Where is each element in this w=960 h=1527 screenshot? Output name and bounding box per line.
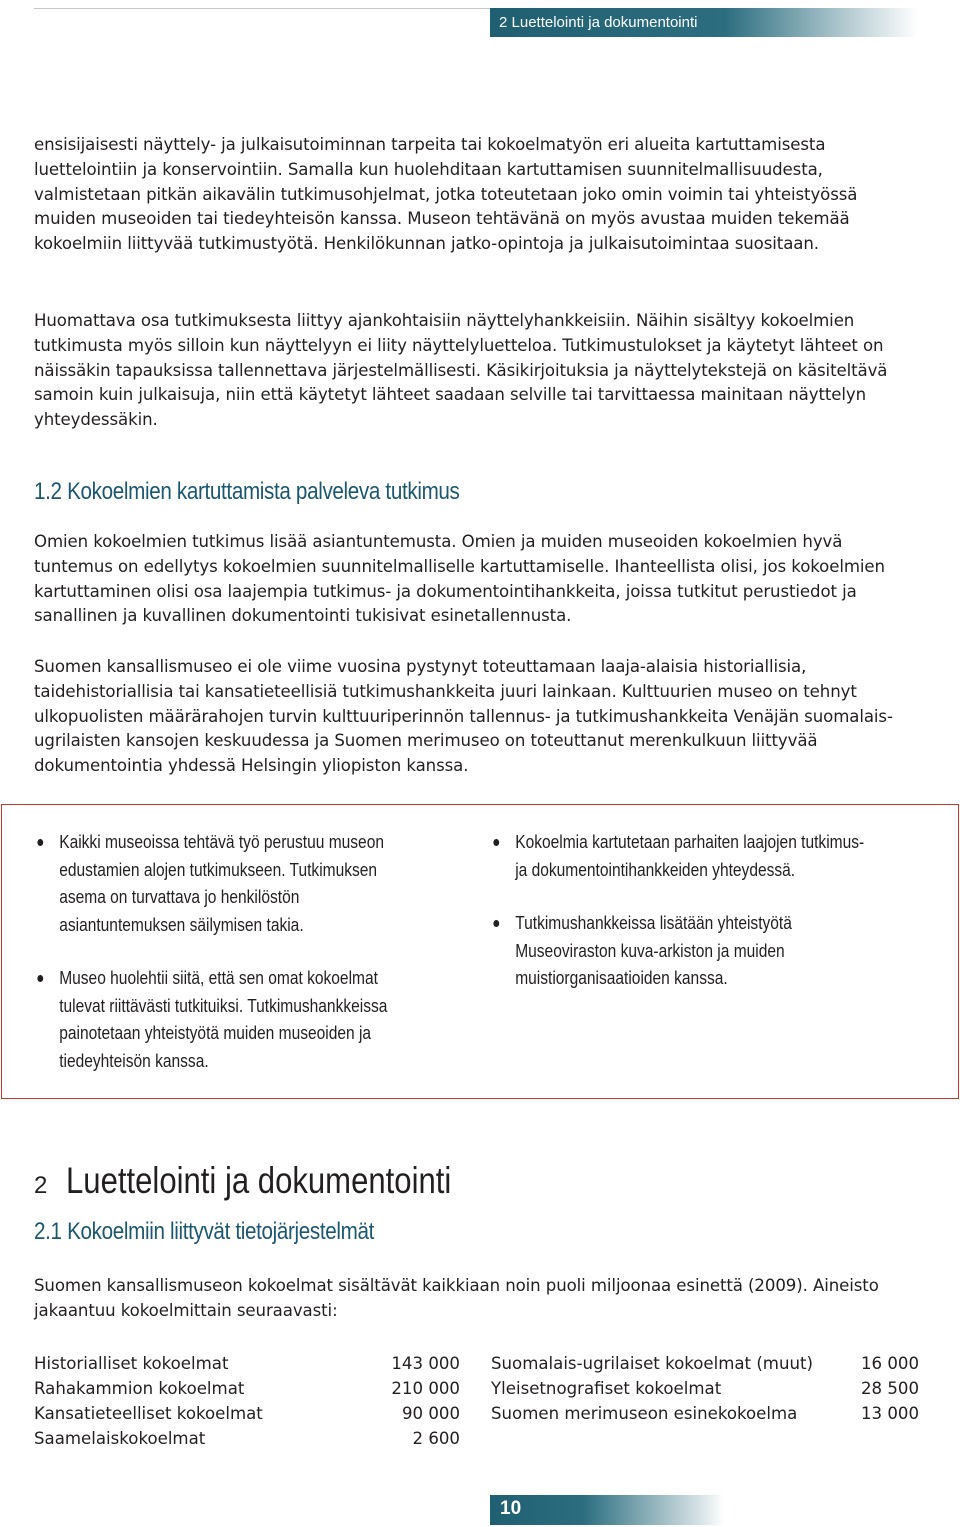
list-item: Tutkimushankkeissa lisätään yhteistyötä Museoviraston kuva-arkiston ja muiden muistiorganisaatioiden kanssa. [490, 909, 870, 992]
collection-name: Rahakammion kokoelmat [34, 1379, 245, 1398]
table-row [491, 1376, 919, 1401]
paragraph-own-collections: Omien kokoelmien tutkimus lisää asiantuntemusta. Omien ja muiden museoiden kokoelmien hyvä tuntemus on edellytys kokoelmien suunnitelmalliselle kartuttamiselle. Ihanteellista olisi, jos kokoelmien kartuttaminen olisi osa laajempia tutkimus- ja dokumentointihankkeita, joissa tutkitut perustiedot ja sanallinen ja kuvallinen dokumentointi tukisivat esinetallennusta. [34, 532, 885, 626]
bullet-icon [493, 839, 499, 846]
collection-count: 28 500 [860, 1379, 919, 1398]
collection-count: 16 000 [860, 1354, 919, 1373]
list-item: Kokoelmia kartutetaan parhaiten laajojen tutkimus- ja dokumentointihankkeiden yhteydessä. [490, 828, 870, 883]
collection-count: 13 000 [860, 1404, 919, 1423]
collection-name: Kansatieteelliset kokoelmat [34, 1404, 263, 1423]
collection-count: 210 000 [391, 1379, 460, 1398]
collection-count: 2 600 [412, 1429, 460, 1448]
page-number: 10 [500, 1498, 522, 1519]
section-title: Kokoelmien kartuttamista palveleva tutkimus [67, 478, 460, 505]
collections-table-right [491, 1351, 919, 1426]
chapter-number: 2 [34, 1172, 48, 1199]
bullet-icon [37, 975, 43, 982]
guidelines-left-list [34, 828, 464, 1100]
chapter-heading [34, 1160, 525, 1202]
collection-count: 90 000 [401, 1404, 460, 1423]
collections-table-left [34, 1351, 460, 1451]
table-row [491, 1401, 919, 1426]
collection-name: Suomalais-ugrilaiset kokoelmat (muut) [491, 1354, 813, 1373]
collection-name: Saamelaiskokoelmat [34, 1429, 206, 1448]
paragraph-national-museum: Suomen kansallismuseo ei ole viime vuosina pystynyt toteuttamaan laaja-alaisia historiallisia, taidehistoriallisia tai kansatieteellisiä tutkimushankkeita juuri lainkaan. Kulttuurien museo on tehnyt ulkopuolisten määrärahojen turvin kulttuuriperinnön tallennus- ja tutkimushankkeita Venäjän suomalais-ugrilaisten kansojen keskuudessa ja Suomen merimuseo on toteuttanut merenkulkuun liittyvää dokumentointia yhdessä Helsingin yliopiston kanssa. [34, 657, 893, 776]
bullet-icon [37, 839, 43, 846]
paragraph-exhibition-research: Huomattava osa tutkimuksesta liittyy ajankohtaisiin näyttelyhankkeisiin. Näihin sisältyy kokoelmien tutkimusta myös silloin kun näyttelyyn ei liity näyttelyluetteloa. Tutkimustulokset ja käytetyt lähteet on näissäkin tapauksissa tallennettava järjestelmällisesti. Käsikirjoituksia ja näyttelytekstejä on käsiteltävä samoin kuin julkaisuja, niin että käytetyt lähteet saadaan selville tai tarvittaessa mainitaan näyttelyn yhteydessäkin. [34, 311, 888, 430]
section-heading-1-2 [34, 478, 460, 506]
page-number-tab [490, 1495, 724, 1525]
paragraph-collections-intro: Suomen kansallismuseon kokoelmat sisältävät kaikkiaan noin puoli miljoonaa esinettä (2009). Aineisto jakaantuu kokoelmittain seuraavasti: [34, 1276, 879, 1320]
collection-name: Yleisetnografiset kokoelmat [491, 1379, 722, 1398]
table-row [491, 1351, 919, 1376]
section-number: 2.1 [34, 1218, 62, 1245]
bullet-icon [493, 920, 499, 927]
section-title: Kokoelmiin liittyvät tietojärjestelmät [67, 1218, 375, 1245]
collection-count: 143 000 [391, 1354, 460, 1373]
table-row [34, 1426, 460, 1451]
table-row [34, 1376, 460, 1401]
list-item: Kaikki museoissa tehtävä työ perustuu museon edustamien alojen tutkimukseen. Tutkimuksen asema on turvattava jo henkilöstön asiantuntemuksen säilymisen takia. [34, 828, 395, 938]
section-number: 1.2 [34, 478, 62, 505]
paragraph-research-intro: ensisijaisesti näyttely- ja julkaisutoiminnan tarpeita tai kokoelmatyön eri alueita kartuttamisesta luettelointiin ja konservointiin. Samalla kun huolehditaan kartuttamisen suunnitelmallisuudesta, valmistetaan pitkän aikavälin tutkimusohjelmat, jotka toteutetaan joko omin voimin tai yhteistyössä muiden museoiden tai tiedeyhteisön kanssa. Museon tehtävänä on myös avustaa muiden tekemää kokoelmiin liittyvää tutkimustyötä. Henkilökunnan jatko-opintoja ja julkaisutoimintaa suositaan. [34, 135, 858, 254]
table-row [34, 1401, 460, 1426]
collection-name: Historialliset kokoelmat [34, 1354, 229, 1373]
running-header: 2 Luettelointi ja dokumentointi [490, 8, 918, 37]
chapter-title: Luettelointi ja dokumentointi [66, 1160, 452, 1201]
section-heading-2-1 [34, 1218, 374, 1246]
collection-name: Suomen merimuseon esinekokoelma [491, 1404, 798, 1423]
list-item: Museo huolehtii siitä, että sen omat kokoelmat tulevat riittävästi tutkituiksi. Tutkimushankkeissa painotetaan yhteistyötä muiden museoiden ja tiedeyhteisön kanssa. [34, 964, 395, 1074]
guidelines-right-list [490, 828, 942, 1018]
table-row [34, 1351, 460, 1376]
